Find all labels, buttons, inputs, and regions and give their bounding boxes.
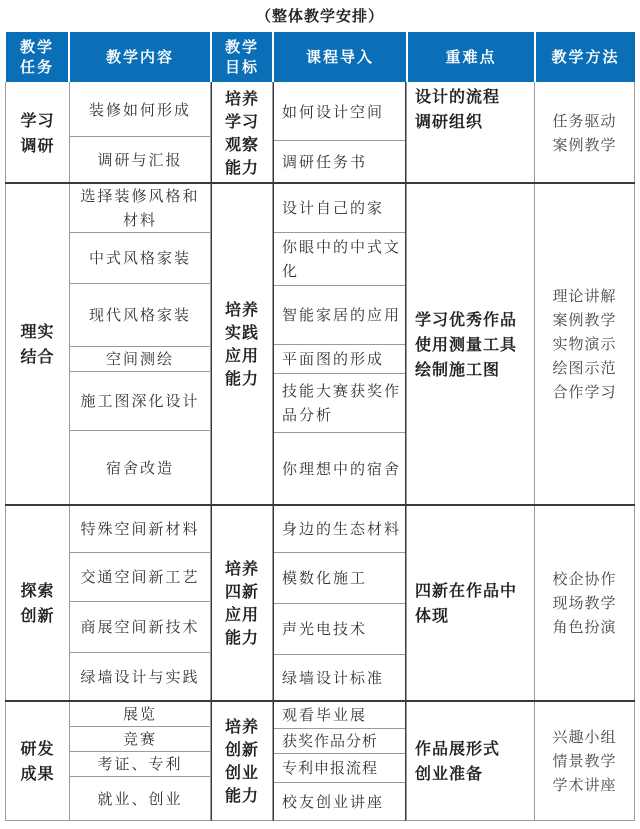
section4-task-line2: 成果 xyxy=(20,764,55,783)
section1-goal-line2: 学习 xyxy=(224,112,259,131)
section4-intro-3: 专利申报流程 xyxy=(282,759,379,777)
section1-goal-line4: 能力 xyxy=(224,158,259,177)
header-goal-line2: 目标 xyxy=(224,58,259,76)
section2-content-5: 施工图深化设计 xyxy=(80,392,200,410)
section1-method xyxy=(535,84,634,182)
header-key: 重难点 xyxy=(408,32,534,82)
section4-task-line1: 研发 xyxy=(20,739,55,758)
intro-bar-right xyxy=(405,82,406,821)
section4-content-3: 考证、专利 xyxy=(97,755,183,773)
section3-content-1: 特殊空间新材料 xyxy=(80,520,200,538)
section4-method-line3: 学术讲座 xyxy=(552,776,617,794)
section1-method-line2: 案例教学 xyxy=(552,136,617,154)
section1-task-line1: 学习 xyxy=(20,111,55,130)
section2-goal xyxy=(212,184,272,504)
section1-task xyxy=(6,84,69,182)
section4-content-1: 展览 xyxy=(122,705,157,723)
section2-goal-line2: 实践 xyxy=(224,323,259,342)
border-bottom xyxy=(5,820,635,821)
section2-key xyxy=(407,184,534,504)
section2-content-3: 现代风格家装 xyxy=(88,306,191,324)
section3-intro-4: 绿墙设计标准 xyxy=(282,668,385,687)
section4-content-2: 竞赛 xyxy=(122,730,157,748)
section1-method-line1: 任务驱动 xyxy=(552,112,617,130)
section2-method xyxy=(535,184,634,504)
section2-task-line1: 理实 xyxy=(20,322,55,341)
section4-content-4: 就业、创业 xyxy=(97,789,183,808)
section2-intro-3: 智能家居的应用 xyxy=(282,306,402,324)
header-goal xyxy=(212,32,272,82)
section2-key-line2: 使用测量工具 xyxy=(415,334,518,354)
section2-key-line1: 学习优秀作品 xyxy=(415,309,518,329)
section1-goal-line1: 培养 xyxy=(224,89,259,108)
section3-content-4: 绿墙设计与实践 xyxy=(80,667,200,686)
section2-intro-2: 你眼中的中式文化 xyxy=(282,238,402,280)
section3-goal xyxy=(212,506,272,700)
section1-key-line1: 设计的流程 xyxy=(415,87,501,106)
section4-intro-1: 观看毕业展 xyxy=(282,706,368,724)
section3-intro-3: 声光电技术 xyxy=(282,620,368,638)
section4-intro-2: 获奖作品分析 xyxy=(282,732,379,750)
section3-content-3: 商展空间新技术 xyxy=(80,618,200,636)
section3-goal-line1: 培养 xyxy=(224,559,259,578)
section3-method-line3: 角色扮演 xyxy=(552,618,617,636)
section2-intro-4: 平面图的形成 xyxy=(282,350,385,368)
section4-goal xyxy=(212,702,272,820)
section1-intro-2: 调研任务书 xyxy=(282,152,368,171)
section2-intro-6: 你理想中的宿舍 xyxy=(282,459,402,478)
section1-key xyxy=(407,84,534,182)
section3-key-line1: 四新在作品中 xyxy=(415,581,518,600)
section2-method-line2: 案例教学 xyxy=(552,311,617,329)
section3-goal-line2: 四新 xyxy=(224,582,259,601)
section2-method-line3: 实物演示 xyxy=(552,335,617,353)
section2-goal-line4: 能力 xyxy=(224,369,259,388)
section4-intro-4: 校友创业讲座 xyxy=(282,792,385,811)
section3-goal-line3: 应用 xyxy=(224,605,259,624)
section3-task xyxy=(6,506,69,700)
section4-task xyxy=(6,702,69,820)
section3-method xyxy=(535,506,634,700)
section4-key-line2: 创业准备 xyxy=(415,764,484,783)
header-task-line1: 教学 xyxy=(19,38,54,56)
section2-content-2: 中式风格家装 xyxy=(88,249,191,267)
section4-key xyxy=(407,702,534,820)
section4-goal-line3: 创业 xyxy=(224,763,259,782)
section4-method xyxy=(535,702,634,820)
section2-method-line1: 理论讲解 xyxy=(552,287,617,305)
section3-key-line2: 体现 xyxy=(415,606,450,625)
header-task-line2: 任务 xyxy=(19,58,54,76)
header-intro: 课程导入 xyxy=(274,32,406,82)
section1-goal xyxy=(212,84,272,182)
section2-task-line2: 结合 xyxy=(20,347,55,366)
section2-method-line4: 绘图示范 xyxy=(552,359,617,377)
section1-goal-line3: 观察 xyxy=(224,135,259,154)
section1-key-line2: 调研组织 xyxy=(415,112,484,131)
page-title: （整体教学安排） xyxy=(255,7,384,25)
section2-content-6: 宿舍改造 xyxy=(105,458,174,477)
section3-intro-2: 模数化施工 xyxy=(282,569,368,587)
section1-task-line2: 调研 xyxy=(20,136,55,155)
section4-method-line1: 兴趣小组 xyxy=(552,728,617,746)
section2-content-1: 选择装修风格和材料 xyxy=(80,187,200,229)
section3-intro-1: 身边的生态材料 xyxy=(282,520,402,538)
section3-task-line1: 探索 xyxy=(20,581,55,600)
section2-content-4: 空间测绘 xyxy=(105,350,174,368)
header-task xyxy=(6,32,68,82)
header-goal-line1: 教学 xyxy=(224,38,259,56)
header-content: 教学内容 xyxy=(70,32,210,82)
section2-intro-5: 技能大赛获奖作品分析 xyxy=(282,382,402,424)
section3-method-line2: 现场教学 xyxy=(552,594,617,612)
section3-goal-line4: 能力 xyxy=(224,628,259,647)
section4-method-line2: 情景教学 xyxy=(552,752,617,770)
section3-key xyxy=(407,506,534,700)
section1-content-2: 调研与汇报 xyxy=(97,150,183,169)
section3-method-line1: 校企协作 xyxy=(552,570,617,588)
section4-goal-line4: 能力 xyxy=(224,786,259,805)
section1-intro-1: 如何设计空间 xyxy=(282,103,385,121)
section4-goal-line1: 培养 xyxy=(224,717,259,736)
section2-goal-line1: 培养 xyxy=(224,300,259,319)
section2-key-line3: 绘制施工图 xyxy=(415,359,501,379)
section2-task xyxy=(6,184,69,504)
section4-key-line1: 作品展形式 xyxy=(415,739,501,758)
section1-content-1: 装修如何形成 xyxy=(88,101,191,119)
border-right xyxy=(634,82,635,821)
section2-method-line5: 合作学习 xyxy=(552,383,617,401)
section2-intro-1: 设计自己的家 xyxy=(282,199,385,217)
section2-goal-line3: 应用 xyxy=(224,346,259,365)
section3-task-line2: 创新 xyxy=(20,606,55,625)
header-method: 教学方法 xyxy=(536,32,635,82)
section4-goal-line2: 创新 xyxy=(224,740,259,759)
section3-content-2: 交通空间新工艺 xyxy=(80,568,200,586)
